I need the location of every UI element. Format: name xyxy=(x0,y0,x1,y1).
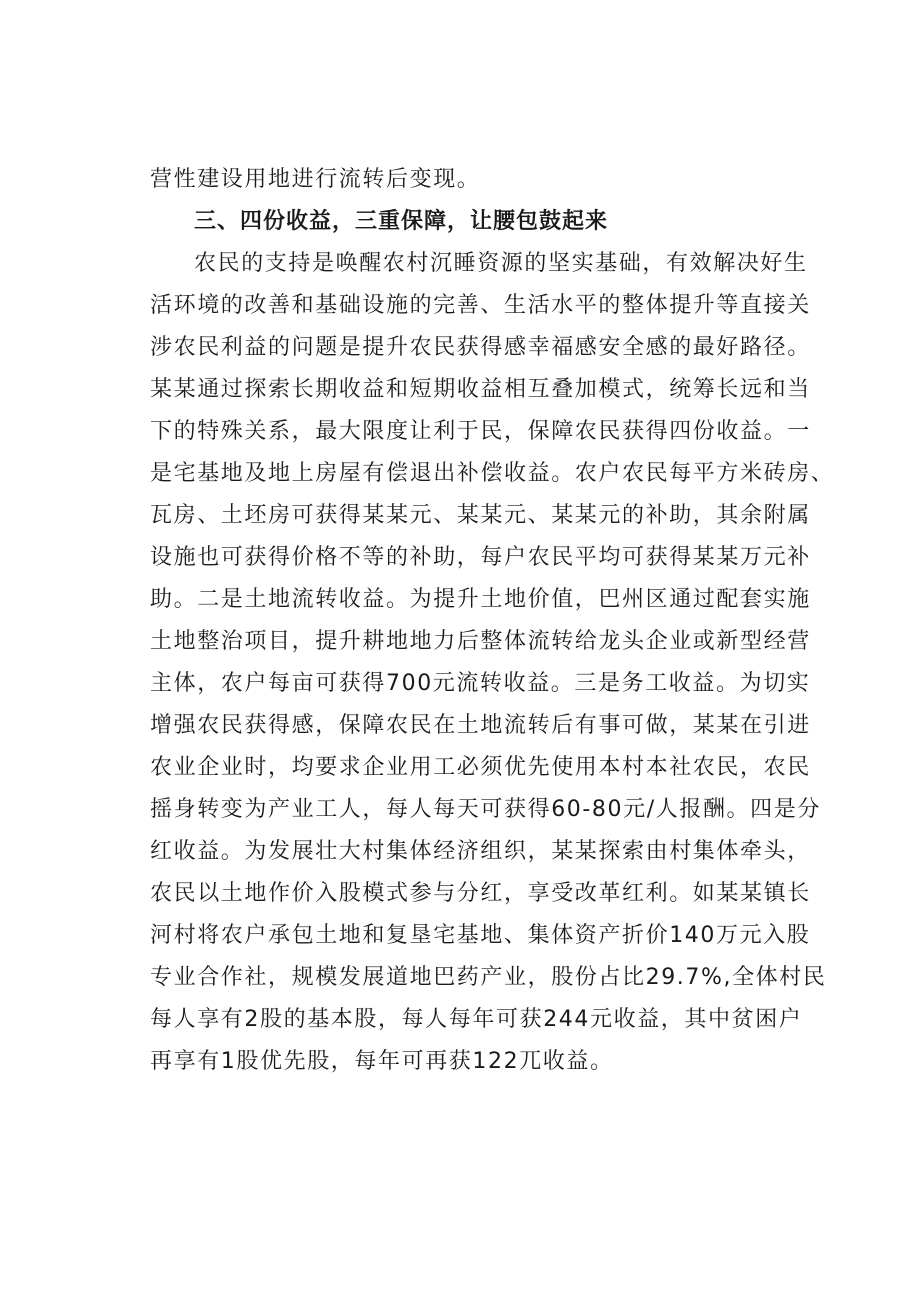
text-line: 农民的支持是唤醒农村沉睡资源的坚实基础，有效解决好生 xyxy=(194,251,808,276)
text-line: 活环境的改善和基础设施的完善、生活水平的整体提升等直接关 xyxy=(150,293,811,318)
text-line: 下的特殊关系，最大限度让利于民，保障农民获得四份收益。一 xyxy=(150,419,811,444)
text-line: 瓦房、土坯房可获得某某元、某某元、某某元的补助，其余附属 xyxy=(150,503,811,528)
text-line: 河村将农户承包土地和复垦宅基地、集体资产折价140万元入股 xyxy=(150,923,811,948)
text-line: 每人享有2股的基本股，每人每年可获244元收益，其中贫困户 xyxy=(150,1007,803,1032)
text-line: 营性建设用地进行流转后变现。 xyxy=(150,167,481,192)
text-line: 涉农民利益的问题是提升农民获得感幸福感安全感的最好路径。 xyxy=(150,335,811,360)
text-line: 土地整治项目，提升耕地地力后整体流转给龙头企业或新型经营 xyxy=(150,629,811,654)
text-line: 是宅基地及地上房屋有偿退出补偿收益。农户农民每平方米砖房、 xyxy=(150,461,835,486)
text-line: 某某通过探索长期收益和短期收益相互叠加模式，统筹长远和当 xyxy=(150,377,811,402)
document-page xyxy=(150,159,835,1083)
text-line: 农民以土地作价入股模式参与分红，享受改革红利。如某某镇长 xyxy=(150,881,811,906)
text-line: 农业企业时，均要求企业用工必须优先使用本村本社农民，农民 xyxy=(150,755,811,780)
body-paragraph xyxy=(150,243,835,1083)
text-line: 摇身转变为产业工人，每人每天可获得60-80元/人报酬。四是分 xyxy=(150,797,821,822)
section-heading: 三、四份收益，三重保障，让腰包鼓起来 xyxy=(194,209,609,234)
text-line: 助。二是土地流转收益。为提升土地价值，巴州区通过配套实施 xyxy=(150,587,811,612)
text-line: 专业合作社，规模发展道地巴药产业，股份占比29.7%,全体村民 xyxy=(150,965,827,990)
text-line: 主体，农户每亩可获得700元流转收益。三是务工收益。为切实 xyxy=(150,671,811,696)
text-line: 增强农民获得感，保障农民在土地流转后有事可做，某某在引进 xyxy=(150,713,811,738)
text-line: 设施也可获得价格不等的补助，每户农民平均可获得某某万元补 xyxy=(150,545,811,570)
text-line: 再享有1股优先股，每年可再获122兀收益。 xyxy=(150,1049,614,1074)
text-line: 红收益。为发展壮大村集体经济组织，某某探索由村集体牵头， xyxy=(150,839,811,864)
